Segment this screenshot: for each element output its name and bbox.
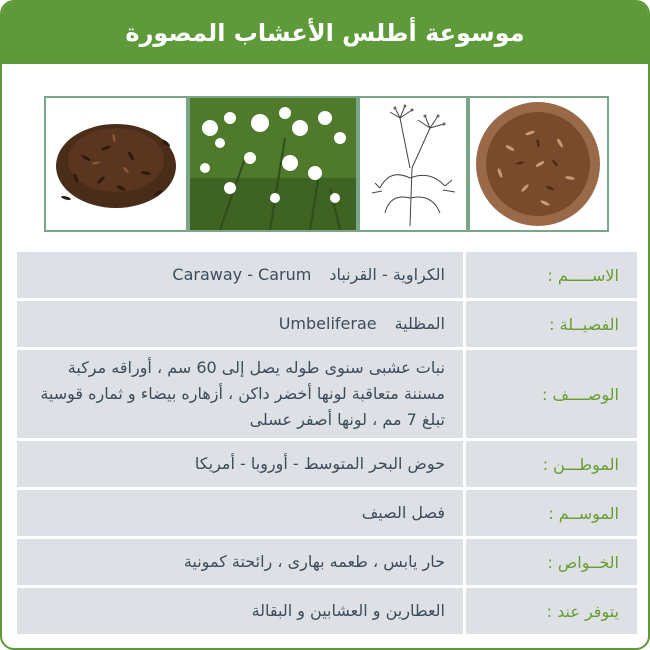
family-value-english: Umbeliferae: [278, 314, 377, 333]
caraway-flowers-photo[interactable]: [190, 98, 356, 230]
season-label: الموســم :: [466, 490, 637, 536]
row-properties: [17, 539, 637, 585]
herb-details-table: [17, 252, 637, 637]
name-value-arabic: الكراوية - القرنباد: [329, 265, 445, 284]
row-family: [17, 301, 637, 347]
family-label: الفصيــلة :: [466, 301, 637, 347]
name-label: الاســـــم :: [466, 252, 637, 298]
family-value: [17, 301, 463, 347]
habitat-label: الموطـــن :: [466, 441, 637, 487]
caraway-seeds-pile-photo[interactable]: [46, 98, 186, 230]
availability-value: العطارين و العشابين و البقالة: [17, 588, 463, 634]
row-habitat: [17, 441, 637, 487]
availability-label: يتوفر عند :: [466, 588, 637, 634]
name-value: [17, 252, 463, 298]
caraway-seeds-dish-photo[interactable]: [470, 98, 607, 230]
properties-value: حار يابس ، طعمه بهارى ، رائحتة كمونية: [17, 539, 463, 585]
name-value-english: Caraway - Carum: [172, 265, 312, 284]
description-label: الوصــــف :: [466, 350, 637, 438]
description-value: نبات عشبى سنوى طوله يصل إلى 60 سم ، أوراقه مركبة مسننة متعاقبة لونها أخضر داكن ، أزهاره بيضاء و ثماره قوسية تبلغ 7 مم ، لونها أصفر عسلى: [17, 350, 463, 438]
page-title: موسوعة أطلس الأعشاب المصورة: [2, 2, 648, 64]
habitat-value: حوض البحر المتوسط - أوروبا - أمريكا: [17, 441, 463, 487]
row-season: [17, 490, 637, 536]
row-name: [17, 252, 637, 298]
season-value: فصل الصيف: [17, 490, 463, 536]
properties-label: الخــواص :: [466, 539, 637, 585]
family-value-arabic: المظلية: [394, 314, 445, 333]
image-gallery: [44, 96, 609, 232]
row-description: [17, 350, 637, 438]
caraway-botanical-drawing[interactable]: [360, 98, 466, 230]
row-availability: [17, 588, 637, 634]
